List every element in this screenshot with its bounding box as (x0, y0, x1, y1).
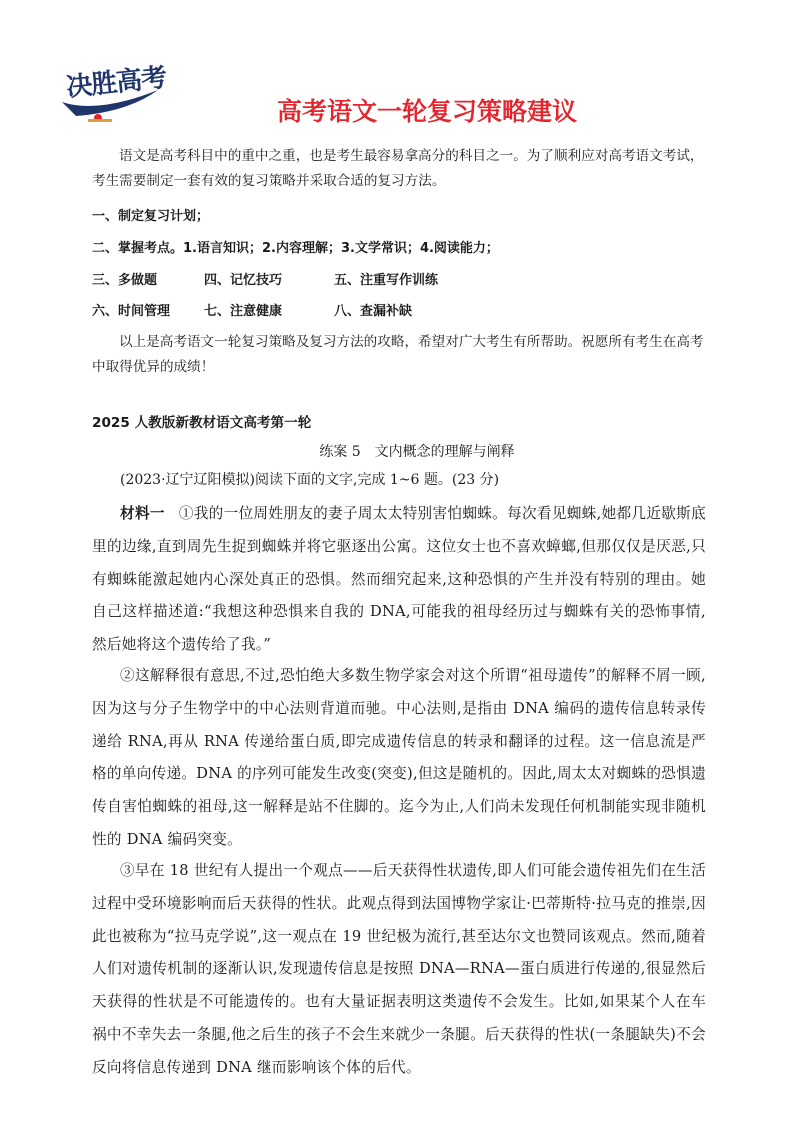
exercise-subheading: 2025 人教版新教材语文高考第一轮 (92, 415, 312, 431)
outline-item-8: 八、查漏补缺 (334, 304, 413, 319)
outline-line-3 (92, 268, 704, 293)
material-paragraph-1 (92, 498, 706, 662)
closing-paragraph: 以上是高考语文一轮复习策略及复习方法的攻略，希望对广大考生有所帮助。祝愿所有考生在高考中取得优异的成绩！ (92, 334, 704, 375)
logo-text: 决胜高考 (64, 62, 168, 104)
exercise-source-line: (2023·辽宁辽阳模拟)阅读下面的文字,完成 1~6 题。(23 分) (120, 472, 500, 488)
outline-item-5: 五、注重写作训练 (334, 273, 439, 288)
intro-paragraph: 语文是高考科目中的重中之重，也是考生最容易拿高分的科目之一。为了顺利应对高考语文考试，考生需要制定一套有效的复习策略并采取合适的复习方法。 (92, 148, 704, 189)
material-paragraph-2: ②这解释很有意思,不过,恐怕绝大多数生物学家会对这个所谓“祖母遗传”的解释不屑一顾,因为这与分子生物学中的中心法则背道而驰。中心法则,是指由 DNA 编码的遗传信息转录传递给 RNA,再从 RNA 传递给蛋白质,即完成遗传信息的转录和翻译的过程。这一信息流是严格的单向传递。DNA 的序列可能发生改变(突变),但这是随机的。因此,周太太对蜘蛛的恐惧遗传自害怕蜘蛛的祖母,这一解释是站不住脚的。迄今为止,人们尚未发现任何机制能实现非随机性的 DNA 编码突变。 (92, 667, 706, 848)
outline-item-6: 六、时间管理 (92, 304, 171, 319)
outline-line-1: 一、制定复习计划； (92, 209, 210, 224)
outline-item-3: 三、多做题 (92, 273, 158, 288)
paragraph-1-text: ①我的一位周姓朋友的妻子周太太特别害怕蜘蛛。每次看见蜘蛛,她都几近歇斯底里的边缘,直到周先生捉到蜘蛛并将它驱逐出公寓。这位女士也不喜欢蟑螂,但那仅仅是厌恶,只有蜘蛛能激起她内心深处真正的恐惧。然而细究起来,这种恐惧的产生并没有特别的理由。她自己这样描述道:“我想这种恐惧来自我的 DNA,可能我的祖母经历过与蜘蛛有关的恐怖事情,然后她将这个遗传给了我。” (92, 505, 706, 654)
material-paragraph-3: ③早在 18 世纪有人提出一个观点——后天获得性状遗传,即人们可能会遗传祖先们在生活过程中受环境影响而后天获得的性状。此观点得到法国博物学家让·巴蒂斯特·拉马克的推崇,因此也被称为“拉马克学说”,这一观点在 19 世纪极为流行,甚至达尔文也赞同该观点。然而,随着人们对遗传机制的逐渐认识,发现遗传信息是按照 DNA—RNA—蛋白质进行传递的,很显然后天获得的性状是不可能遗传的。也有大量证据表明这类遗传不会发生。比如,如果某个人在车祸中不幸失去一条腿,他之后生的孩子不会生来就少一条腿。后天获得的性状(一条腿缺失)不会反向将信息传递到 DNA 继而影响该个体的后代。 (92, 862, 706, 1076)
material-label: 材料一 (120, 505, 165, 522)
exercise-section-title: 练案 5 文内概念的理解与阐释 (319, 444, 515, 460)
outline-line-2: 二、掌握考点。1.语言知识；2.内容理解；3.文学常识；4.阅读能力； (92, 241, 499, 256)
outline-line-4 (92, 299, 704, 324)
outline-item-4: 四、记忆技巧 (204, 273, 283, 288)
page-title: 高考语文一轮复习策略建议 (276, 97, 577, 126)
outline-item-7: 七、注意健康 (204, 304, 283, 319)
